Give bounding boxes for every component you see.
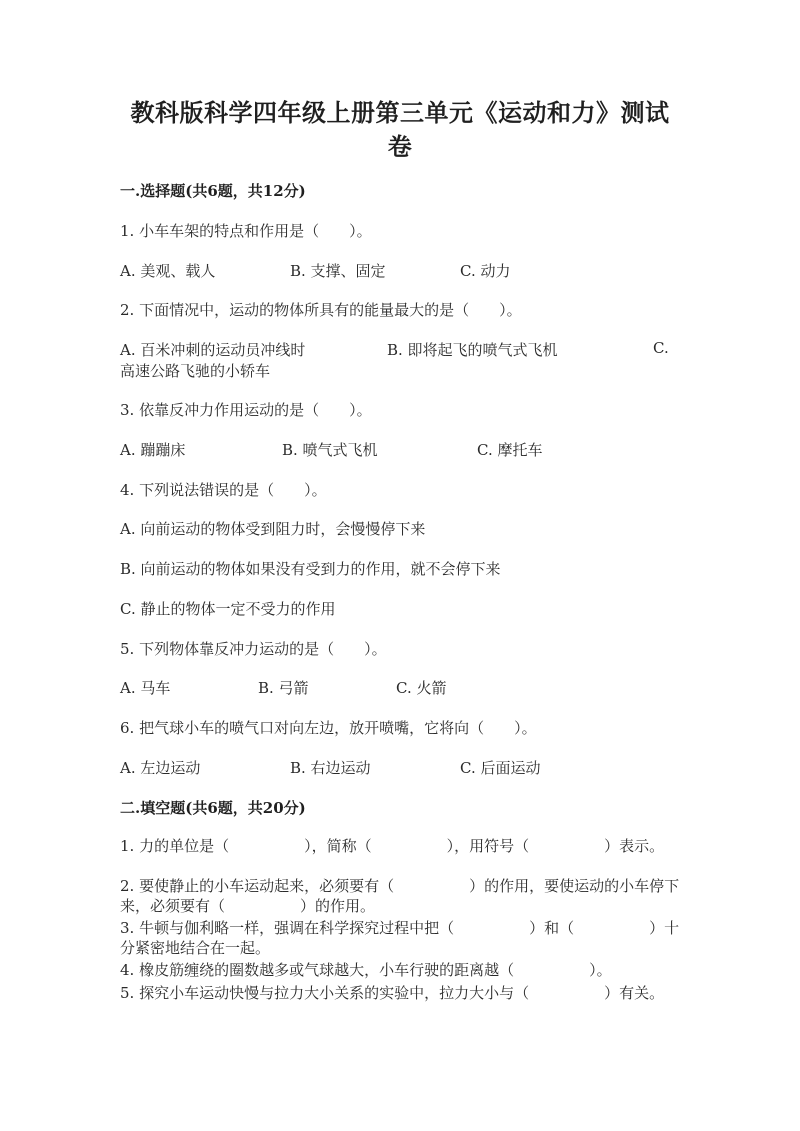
- section-heading-fill: 二.填空题(共6题，共20分): [120, 799, 306, 817]
- fill-question: 3. 牛顿与伽利略一样，强调在科学探究过程中把（ ）和（ ）十分紧密地结合在一起。: [120, 919, 680, 957]
- option-c: C.: [653, 339, 669, 357]
- option-c: C. 后面运动: [460, 759, 541, 777]
- option-a: A. 美观、载人: [120, 262, 216, 280]
- option-b: B. 喷气式飞机: [282, 441, 378, 459]
- title-line-1: 教科版科学四年级上册第三单元《运动和力》测试: [130, 98, 670, 127]
- option-a: A. 向前运动的物体受到阻力时，会慢慢停下来: [120, 520, 426, 538]
- option-a: A. 马车: [120, 679, 171, 697]
- page-title: [100, 96, 700, 164]
- fill-question: 5. 探究小车运动快慢与拉力大小关系的实验中，拉力大小与（ ）有关。: [120, 984, 665, 1002]
- question-stem: 4. 下列说法错误的是（ ）。: [120, 481, 327, 499]
- title-line-2: 卷: [387, 132, 413, 161]
- fill-question: 1. 力的单位是（ ），简称（ ），用符号（ ）表示。: [120, 837, 665, 855]
- option-a: A. 蹦蹦床: [120, 441, 186, 459]
- option-a: A. 左边运动: [120, 759, 201, 777]
- question-stem: 5. 下列物体靠反冲力运动的是（ ）。: [120, 640, 387, 658]
- question-stem: 3. 依靠反冲力作用运动的是（ ）。: [120, 401, 372, 419]
- section-heading-choice: 一.选择题(共6题，共12分): [120, 182, 306, 200]
- question-stem: 1. 小车车架的特点和作用是（ ）。: [120, 222, 372, 240]
- fill-question: 4. 橡皮筋缠绕的圈数越多或气球越大，小车行驶的距离越（ ）。: [120, 961, 612, 979]
- option-c: C. 静止的物体一定不受力的作用: [120, 600, 336, 618]
- option-b: B. 右边运动: [290, 759, 371, 777]
- question-stem: 2. 下面情况中，运动的物体所具有的能量最大的是（ ）。: [120, 301, 522, 319]
- option-c: C. 动力: [460, 262, 511, 280]
- option-c-continued: 高速公路飞驰的小轿车: [120, 362, 271, 380]
- option-c: C. 火箭: [396, 679, 447, 697]
- question-stem: 6. 把气球小车的喷气口对向左边，放开喷嘴，它将向（ ）。: [120, 719, 537, 737]
- option-b: B. 向前运动的物体如果没有受到力的作用，就不会停下来: [120, 560, 501, 578]
- option-b: B. 支撑、固定: [290, 262, 386, 280]
- option-a: A. 百米冲刺的运动员冲线时: [120, 341, 306, 359]
- option-b: B. 即将起飞的喷气式飞机: [387, 341, 558, 359]
- option-c: C. 摩托车: [477, 441, 543, 459]
- option-b: B. 弓箭: [258, 679, 309, 697]
- fill-question: 2. 要使静止的小车运动起来，必须要有（ ）的作用，要使运动的小车停下来，必须要有（ ）的作用。: [120, 877, 680, 915]
